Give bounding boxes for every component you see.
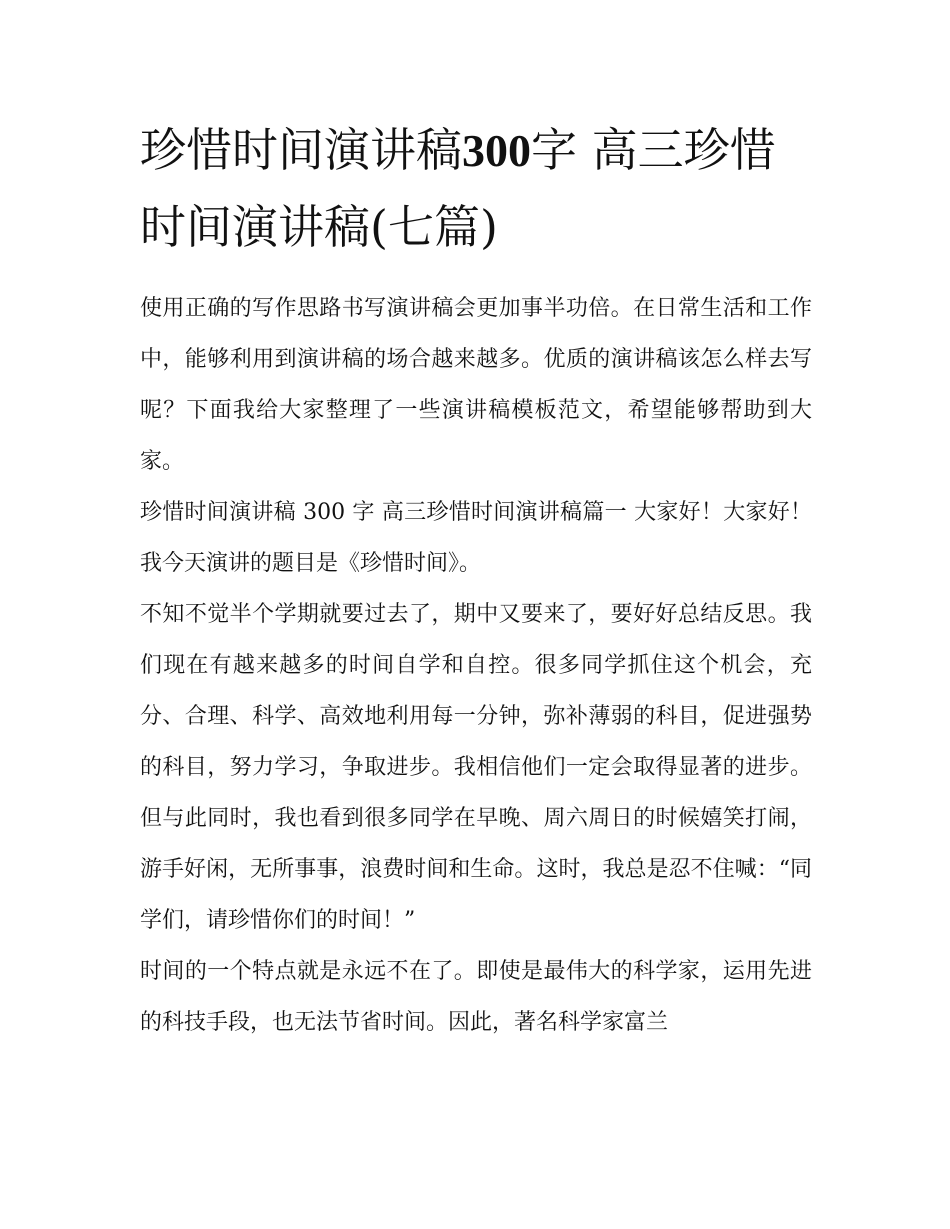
- intro-paragraph: 使用正确的写作思路书写演讲稿会更加事半功倍。在日常生活和工作中，能够利用到演讲稿的场合越来越多。优质的演讲稿该怎么样去写呢？下面我给大家整理了一些演讲稿模板范文，希望能够帮助到大家。: [140, 296, 812, 474]
- title-text-1: 珍惜时间演讲稿: [140, 123, 462, 177]
- document-title: [140, 112, 812, 265]
- body-paragraph-2: 时间的一个特点就是永远不在了。即使是最伟大的科学家，运用先进的科技手段，也无法节省时间。因此，著名科学家富兰: [140, 959, 812, 1035]
- document-page: [140, 112, 812, 1048]
- body-paragraph-1: 不知不觉半个学期就要过去了，期中又要来了，要好好总结反思。我们现在有越来越多的时间自学和自控。很多同学抓住这个机会，充分、合理、科学、高效地利用每一分钟，弥补薄弱的科目，促进强势的科目，努力学习，争取进步。我相信他们一定会取得显著的进步。但与此同时，我也看到很多同学在早晚、周六周日的时候嬉笑打闹，游手好闲，无所事事，浪费时间和生命。这时，我总是忍不住喊：“同学们，请珍惜你们的时间！”: [140, 602, 812, 933]
- section-heading-paragraph: 珍惜时间演讲稿 300 字 高三珍惜时间演讲稿篇一 大家好！大家好！我今天演讲的题目是《珍惜时间》。: [140, 500, 812, 576]
- title-number: 300: [462, 125, 531, 176]
- title-text-2: 字 高三珍惜时间演讲稿(七篇): [140, 123, 776, 254]
